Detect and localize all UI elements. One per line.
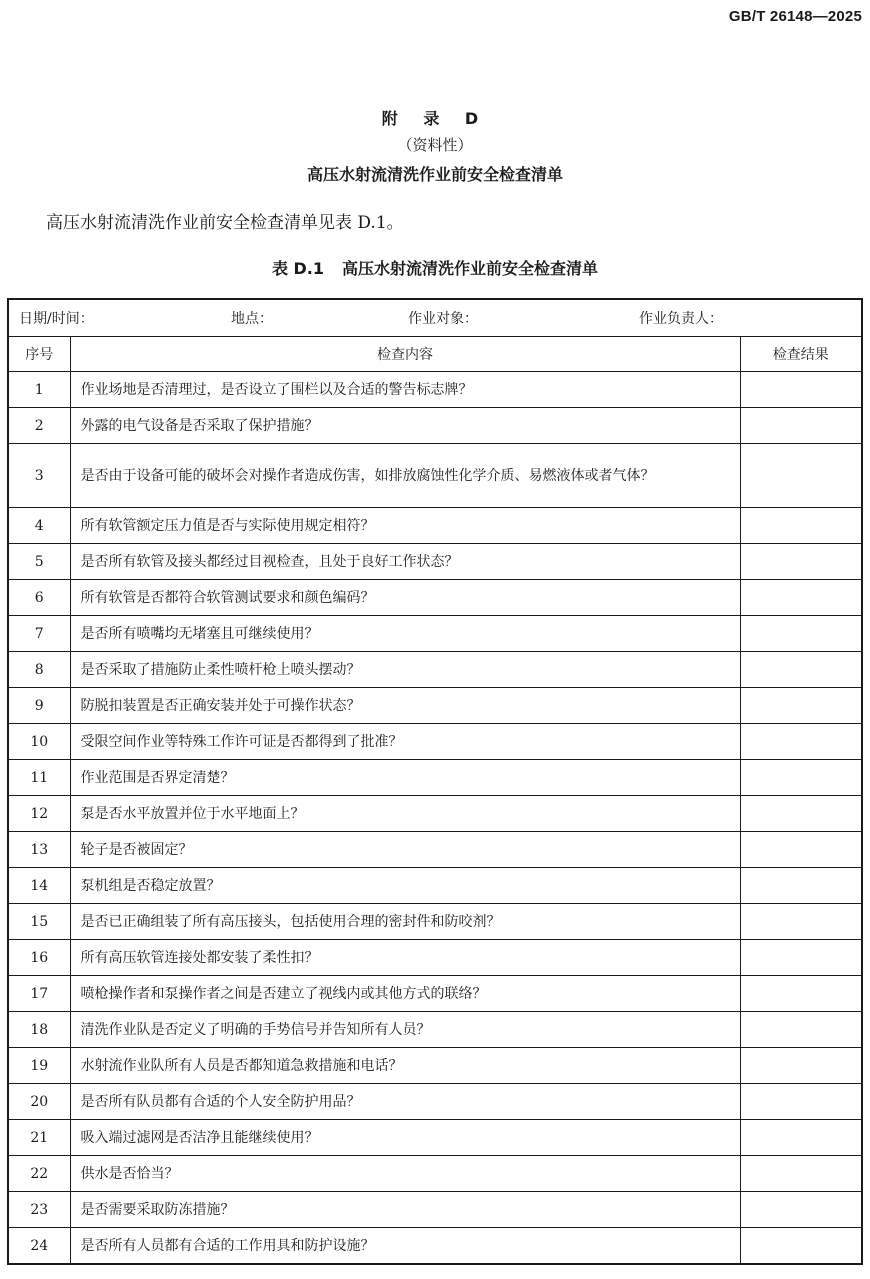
work-object-label: 作业对象： xyxy=(408,311,478,327)
table-caption-number: 表 D.1 xyxy=(271,259,325,278)
row-number: 3 xyxy=(8,444,70,508)
date-time-label: 日期/时间： xyxy=(19,311,94,327)
row-number: 24 xyxy=(8,1228,70,1265)
annex-label: 附 录 D xyxy=(381,109,489,128)
intro-paragraph: 高压水射流清洗作业前安全检查清单见表 D.1。 xyxy=(46,213,404,233)
row-check-content: 泵机组是否稳定放置？ xyxy=(70,868,740,904)
table-row xyxy=(8,832,862,868)
table-row xyxy=(8,1084,862,1120)
table-row xyxy=(8,940,862,976)
row-check-content: 作业场地是否清理过，是否设立了围栏以及合适的警告标志牌？ xyxy=(70,372,740,408)
row-check-content: 是否所有队员都有合适的个人安全防护用品？ xyxy=(70,1084,740,1120)
row-number: 23 xyxy=(8,1192,70,1228)
row-number: 15 xyxy=(8,904,70,940)
annex-title: 高压水射流清洗作业前安全检查清单 xyxy=(306,165,563,184)
table-row xyxy=(8,580,862,616)
row-number: 9 xyxy=(8,688,70,724)
row-number: 5 xyxy=(8,544,70,580)
row-check-content: 是否所有软管及接头都经过目视检查，且处于良好工作状态？ xyxy=(70,544,740,580)
row-check-result[interactable] xyxy=(740,976,862,1012)
row-check-content: 是否已正确组装了所有高压接头，包括使用合理的密封件和防咬剂？ xyxy=(70,904,740,940)
work-leader-label: 作业负责人： xyxy=(639,311,723,327)
row-check-result[interactable] xyxy=(740,868,862,904)
table-row xyxy=(8,408,862,444)
table-row xyxy=(8,1012,862,1048)
row-check-content: 喷枪操作者和泵操作者之间是否建立了视线内或其他方式的联络？ xyxy=(70,976,740,1012)
row-number: 19 xyxy=(8,1048,70,1084)
row-check-content: 所有软管额定压力值是否与实际使用规定相符？ xyxy=(70,508,740,544)
table-row xyxy=(8,760,862,796)
table-row xyxy=(8,976,862,1012)
row-number: 20 xyxy=(8,1084,70,1120)
row-check-content: 吸入端过滤网是否洁净且能继续使用？ xyxy=(70,1120,740,1156)
row-check-result[interactable] xyxy=(740,904,862,940)
checklist-body xyxy=(8,372,862,1265)
row-check-content: 是否由于设备可能的破坏会对操作者造成伤害，如排放腐蚀性化学介质、易燃液体或者气体？ xyxy=(70,444,740,508)
table-row xyxy=(8,508,862,544)
table-row xyxy=(8,372,862,408)
row-check-content: 供水是否恰当？ xyxy=(70,1156,740,1192)
standard-number: GB/T 26148—2025 xyxy=(728,8,862,25)
row-number: 4 xyxy=(8,508,70,544)
row-check-result[interactable] xyxy=(740,796,862,832)
header-no: 序号 xyxy=(8,337,70,372)
location-label: 地点： xyxy=(231,311,273,327)
row-check-result[interactable] xyxy=(740,760,862,796)
row-check-result[interactable] xyxy=(740,652,862,688)
row-check-content: 防脱扣装置是否正确安装并处于可操作状态？ xyxy=(70,688,740,724)
row-number: 21 xyxy=(8,1120,70,1156)
row-check-content: 外露的电气设备是否采取了保护措施？ xyxy=(70,408,740,444)
row-number: 14 xyxy=(8,868,70,904)
row-number: 10 xyxy=(8,724,70,760)
table-row xyxy=(8,1156,862,1192)
row-number: 17 xyxy=(8,976,70,1012)
row-number: 2 xyxy=(8,408,70,444)
row-check-result[interactable] xyxy=(740,724,862,760)
row-check-result[interactable] xyxy=(740,940,862,976)
row-number: 22 xyxy=(8,1156,70,1192)
row-check-content: 水射流作业队所有人员是否都知道急救措施和电话？ xyxy=(70,1048,740,1084)
row-check-result[interactable] xyxy=(740,1012,862,1048)
row-number: 8 xyxy=(8,652,70,688)
table-row xyxy=(8,616,862,652)
row-check-content: 清洗作业队是否定义了明确的手势信号并告知所有人员？ xyxy=(70,1012,740,1048)
row-check-content: 是否需要采取防冻措施？ xyxy=(70,1192,740,1228)
row-check-content: 所有软管是否都符合软管测试要求和颜色编码？ xyxy=(70,580,740,616)
row-number: 6 xyxy=(8,580,70,616)
row-check-content: 是否所有喷嘴均无堵塞且可继续使用？ xyxy=(70,616,740,652)
row-check-result[interactable] xyxy=(740,1156,862,1192)
table-row xyxy=(8,1048,862,1084)
checklist-table xyxy=(7,298,863,1265)
row-check-content: 泵是否水平放置并位于水平地面上？ xyxy=(70,796,740,832)
row-check-result[interactable] xyxy=(740,372,862,408)
row-check-content: 所有高压软管连接处都安装了柔性扣？ xyxy=(70,940,740,976)
row-check-result[interactable] xyxy=(740,616,862,652)
row-check-content: 是否采取了措施防止柔性喷杆枪上喷头摆动？ xyxy=(70,652,740,688)
row-number: 13 xyxy=(8,832,70,868)
row-check-result[interactable] xyxy=(740,1048,862,1084)
meta-row xyxy=(8,299,862,337)
table-row xyxy=(8,904,862,940)
row-number: 16 xyxy=(8,940,70,976)
row-number: 18 xyxy=(8,1012,70,1048)
table-caption-title: 高压水射流清洗作业前安全检查清单 xyxy=(342,259,599,278)
row-check-result[interactable] xyxy=(740,688,862,724)
row-check-result[interactable] xyxy=(740,832,862,868)
row-check-result[interactable] xyxy=(740,444,862,508)
table-row xyxy=(8,1228,862,1265)
row-check-content: 轮子是否被固定？ xyxy=(70,832,740,868)
meta-cell xyxy=(8,299,862,337)
row-check-result[interactable] xyxy=(740,408,862,444)
table-row xyxy=(8,724,862,760)
row-check-result[interactable] xyxy=(740,508,862,544)
row-check-result[interactable] xyxy=(740,1228,862,1265)
header-row xyxy=(8,337,862,372)
row-check-content: 作业范围是否界定清楚？ xyxy=(70,760,740,796)
row-number: 7 xyxy=(8,616,70,652)
row-number: 1 xyxy=(8,372,70,408)
table-row xyxy=(8,688,862,724)
table-row xyxy=(8,544,862,580)
table-row xyxy=(8,1120,862,1156)
row-check-content: 是否所有人员都有合适的工作用具和防护设施？ xyxy=(70,1228,740,1265)
row-number: 12 xyxy=(8,796,70,832)
row-check-content: 受限空间作业等特殊工作许可证是否都得到了批准？ xyxy=(70,724,740,760)
table-row xyxy=(8,444,862,508)
row-check-result[interactable] xyxy=(740,544,862,580)
header-content: 检查内容 xyxy=(70,337,740,372)
row-check-result[interactable] xyxy=(740,580,862,616)
header-result: 检查结果 xyxy=(740,337,862,372)
row-check-result[interactable] xyxy=(740,1120,862,1156)
annex-nature: （资料性） xyxy=(397,136,473,154)
table-row xyxy=(8,796,862,832)
row-check-result[interactable] xyxy=(740,1192,862,1228)
row-number: 11 xyxy=(8,760,70,796)
table-caption xyxy=(0,256,870,279)
table-row xyxy=(8,652,862,688)
table-row xyxy=(8,868,862,904)
row-check-result[interactable] xyxy=(740,1084,862,1120)
table-row xyxy=(8,1192,862,1228)
